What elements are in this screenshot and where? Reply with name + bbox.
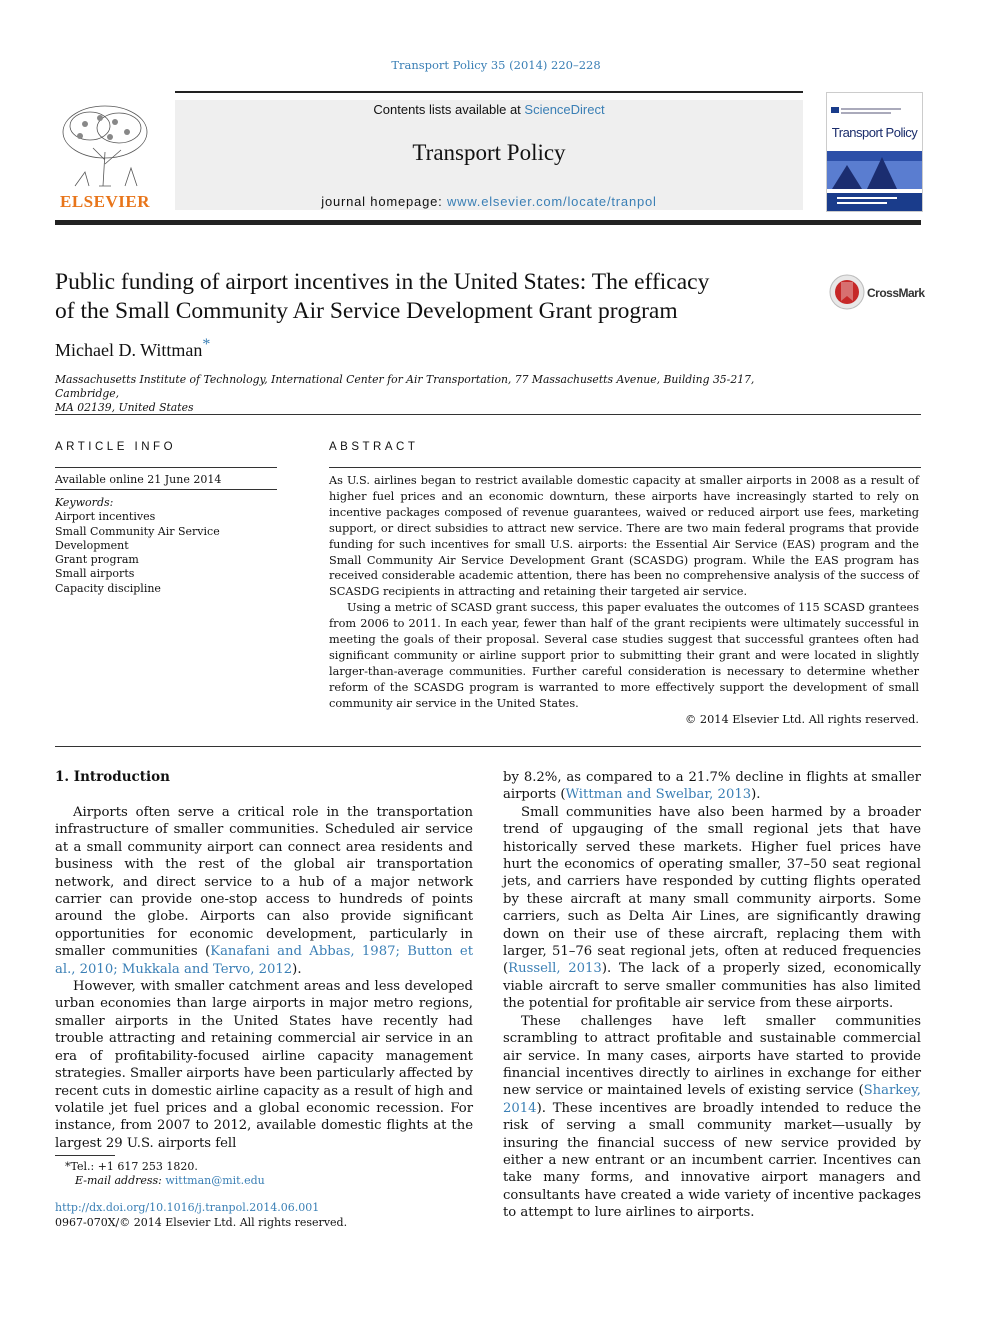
- keywords-label: Keywords:: [55, 496, 114, 509]
- article-title-line-1: Public funding of airport incentives in the United States: The efficacy: [55, 269, 710, 295]
- body-paragraph: [503, 769, 921, 804]
- doi-link[interactable]: http://dx.doi.org/10.1016/j.tranpol.2014.06.001: [55, 1201, 320, 1214]
- keywords-block: [55, 496, 285, 596]
- body-text: ). These incentives are broadly intended to reduce the risk of serving a small community market—usually by insuring the financial success of new service provided by either a new entrant or an incumbent carrier. Incentives can take many forms, and innovative airport managers and consultants have created a wide variety of incentive packages to attempt to lure airlines to airports.: [503, 1100, 921, 1221]
- body-text: ). The lack of a properly sized, economically viable aircraft to serve smaller communities has also limited the potential for profitable air service from these airports.: [503, 961, 921, 1012]
- citation-link[interactable]: Sharkey, 2014: [503, 1083, 921, 1116]
- available-online-date: Available online 21 June 2014: [55, 473, 222, 486]
- abstract-body: [329, 473, 919, 712]
- email-link[interactable]: wittman@mit.edu: [165, 1174, 265, 1187]
- header-top-rule: [175, 91, 803, 93]
- body-text: Airports often serve a critical role in the transportation infrastructure of smaller communities. Scheduled air service at a small community airport can connect area residents and business with the rest of the global air transportation network, and direct service to a hub of a major network carrier can provide one-stop access to hundreds of points around the globe. Airports can also provide significant opportunities for economic development, particularly in smaller communities (: [55, 805, 473, 960]
- body-left-column: [55, 804, 473, 1152]
- footnote-mark: *: [65, 1160, 71, 1173]
- citation-link[interactable]: Kanafani and Abbas, 1987; Button et al., 2010; Mukkala and Tervo, 2012: [55, 944, 473, 977]
- telephone-text: Tel.: +1 617 253 1820.: [70, 1160, 198, 1173]
- keyword-item: Small Community Air Service Development: [55, 524, 220, 552]
- journal-title: Transport Policy: [412, 140, 566, 165]
- email-label: E-mail address:: [75, 1174, 166, 1187]
- body-right-column: [503, 769, 921, 1222]
- affiliation-line-2: MA 02139, United States: [55, 401, 194, 414]
- article-info-heading: ARTICLE INFO: [55, 441, 177, 453]
- keyword-item: Grant program: [55, 553, 139, 567]
- body-text: Small communities have also been harmed by a broader trend of upgauging of the small regional jets that have historically served these markets. Higher fuel prices have hurt the economics of operating smaller, 37–50 seat regional jets, and carriers have responded by cutting flights operated by these aircraft at many small community airports. Some carriers, such as Delta Air Lines, are significantly drawing down on their use of these aircraft, replacing them with larger, 51–76 seat regional jets, often at reduced frequencies (: [503, 804, 921, 977]
- citation-link[interactable]: Wittman and Swelbar, 2013: [565, 787, 752, 803]
- cover-artwork: [827, 93, 922, 211]
- abstract-rule: [329, 467, 921, 468]
- body-text: by 8.2%, as compared to a 21.7% decline in flights at smaller airports (: [503, 770, 921, 803]
- journal-citation-link[interactable]: Transport Policy 35 (2014) 220–228: [391, 58, 601, 72]
- abstract-copyright: © 2014 Elsevier Ltd. All rights reserved.: [685, 713, 919, 726]
- article-info-rule-bottom: [55, 489, 277, 490]
- introduction-heading: 1. Introduction: [55, 769, 170, 785]
- homepage-link[interactable]: www.elsevier.com/locate/tranpol: [446, 194, 657, 209]
- keyword-item: Airport incentives: [55, 510, 156, 524]
- contents-line: [175, 102, 803, 117]
- author-affiliation: [55, 373, 755, 415]
- keyword-item: Capacity discipline: [55, 581, 161, 595]
- author-footnote-mark[interactable]: *: [202, 336, 211, 353]
- affiliation-line-1: Massachusetts Institute of Technology, International Center for Air Transportation, 77 Massachusetts Avenue, Building 35-217, Cambridge,: [55, 373, 755, 400]
- footnote-email: [75, 1174, 265, 1187]
- elsevier-wordmark: ELSEVIER: [60, 192, 150, 211]
- abstract-bottom-rule: [55, 746, 921, 747]
- citation-link[interactable]: Russell, 2013: [508, 961, 602, 977]
- homepage-prefix: journal homepage:: [321, 194, 447, 209]
- body-text: These challenges have left smaller communities scrambling to attract profitable and sustainable commercial air service. In many cases, airports have started to provide financial incentives directly to airlines in exchange for either new service or maintained levels of existing service (: [503, 1013, 921, 1099]
- body-paragraph: [55, 804, 473, 978]
- body-paragraph: [503, 804, 921, 1013]
- abstract-paragraph-1: As U.S. airlines began to restrict available domestic capacity at smaller airports in 2008 as a result of higher fuel prices and an economic downturn, these airports have increasingly started to rely on incentive packages composed of revenue guarantees, waived or reduced airport use fees, marketing support, or direct subsidies to attract new service. There are two main federal programs that provide funding for such incentives for small U.S. airports: the Essential Air Service (EAS) program and the Small Community Air Service Development Grant (SCASDG) program. While the EAS program has received considerable academic attention, there has been no comprehensive analysis of the success of SCASDG recipients in attracting and retaining their targeted air service.: [329, 474, 919, 599]
- crossmark-icon[interactable]: [829, 274, 865, 310]
- footnote-rule: [55, 1155, 115, 1156]
- article-title: [55, 268, 815, 326]
- affiliation-rule: [55, 414, 921, 415]
- issn-copyright: 0967-070X/© 2014 Elsevier Ltd. All rights reserved.: [55, 1216, 348, 1229]
- body-paragraph: [503, 1013, 921, 1222]
- sciencedirect-link[interactable]: ScienceDirect: [524, 102, 605, 117]
- body-text: ).: [292, 961, 302, 977]
- journal-cover-image: [826, 92, 923, 212]
- abstract-heading: ABSTRACT: [329, 441, 419, 453]
- header-thick-rule: [55, 220, 921, 225]
- author-name-text: Michael D. Wittman: [55, 340, 203, 360]
- article-title-line-2: of the Small Community Air Service Development Grant program: [55, 298, 678, 324]
- journal-homepage-line: [175, 194, 803, 209]
- article-info-rule-top: [55, 467, 277, 468]
- keyword-item: Small airports: [55, 567, 135, 581]
- footnote-telephone: [65, 1160, 198, 1173]
- author-name: [55, 336, 211, 361]
- contents-prefix: Contents lists available at: [373, 102, 525, 117]
- cover-title: Transport Policy: [831, 125, 918, 140]
- body-paragraph: However, with smaller catchment areas and less developed urban economies than large airports in major metro regions, smaller airports in the United States have recently had trouble attracting and retaining commercial air service in an era of profitability-focused airline capacity management strategies. Smaller airports have been particularly affected by recent cuts in domestic airline capacity as a result of high and volatile jet fuel prices and a global economic recession. For instance, from 2007 to 2012, available domestic flights at the largest 29 U.S. airports fell: [55, 979, 473, 1151]
- body-text: ).: [751, 787, 761, 803]
- crossmark-label[interactable]: CrossMark: [867, 286, 925, 300]
- abstract-paragraph-2: Using a metric of SCASD grant success, this paper evaluates the outcomes of 115 SCASD grantees from 2006 to 2011. In each year, fewer than half of the grant recipients were ultimately successful in meeting the goals of their proposal. Several case studies suggest that successful grantees often had significant community or airline support prior to submitting their grant and were located in slightly larger-than-average communities. Further careful consideration is necessary to determine whether reform of the SCASDG program is warranted to more effectively support the development of small community air service in the United States.: [329, 601, 919, 710]
